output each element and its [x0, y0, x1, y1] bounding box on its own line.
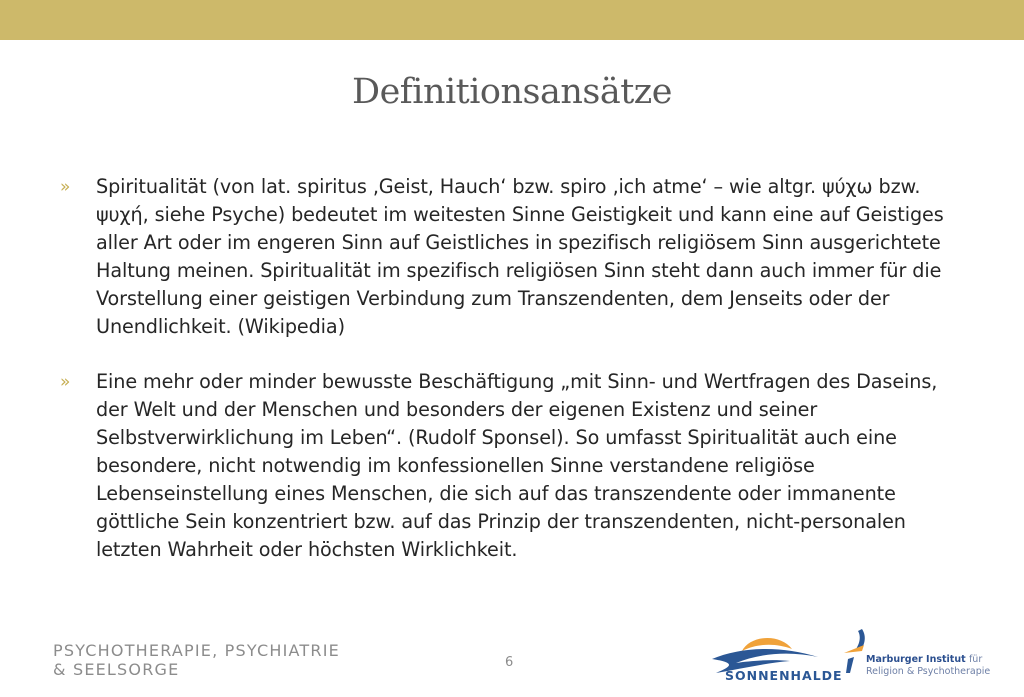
marburg-fuer: für: [968, 654, 983, 665]
marburg-institut-logo-text: [866, 654, 990, 678]
marburg-subtitle: Religion & Psychotherapie: [866, 666, 991, 677]
footer-title-line2: & SEELSORGE: [53, 660, 180, 679]
slide-title: Definitionsansätze: [352, 72, 672, 112]
footer-title-line1: PSYCHOTHERAPIE, PSYCHIATRIE: [53, 641, 340, 660]
footer-title: [53, 641, 340, 679]
bullet-text: Eine mehr oder minder bewusste Beschäftigung „mit Sinn- und Wertfragen des Daseins, der Welt und der Menschen und besonders der eigenen Existenz und seiner Selbstverwirklichung im Leben“. (Rudolf Sponsel). So umfasst Spiritualität auch eine besondere, nicht notwendig im konfessionellen Sinne verstandene religiöse Lebenseinstellung eines Menschen, die sich auf das transzendente oder immanente göttliche Sein konzentriert bzw. auf das Prinzip der transzendenten, nicht-personalen letzten Wahrheit oder höchsten Wirklichkeit.: [96, 370, 938, 561]
bullet-marker-icon: »: [60, 177, 71, 197]
top-accent-bar: [0, 0, 1024, 40]
bullet-item: [58, 173, 968, 341]
page-number: 6: [505, 655, 514, 670]
bullet-text: Spiritualität (von lat. spiritus ‚Geist, Hauch‘ bzw. spiro ‚ich atme‘ – wie altgr. ψύχω bzw. ψυχή, siehe Psyche) bedeutet im weitesten Sinne Geistigkeit und kann eine auf Geistiges aller Art oder im engeren Sinn auf Geistliches in spezifisch religiösem Sinn ausgerichtete Haltung meinen. Spiritualität im spezifisch religiösen Sinn steht dann auch immer für die Vorstellung einer geistigen Verbindung zum Transzendenten, dem Jenseits oder der Unendlichkeit. (Wikipedia): [96, 175, 944, 338]
bullet-marker-icon: »: [60, 372, 71, 392]
bullet-item: [58, 368, 968, 564]
marburg-name: Marburger Institut: [866, 654, 966, 665]
slide-content: [58, 173, 968, 591]
sonnenhalde-logo-text: SONNENHALDE: [725, 668, 843, 683]
